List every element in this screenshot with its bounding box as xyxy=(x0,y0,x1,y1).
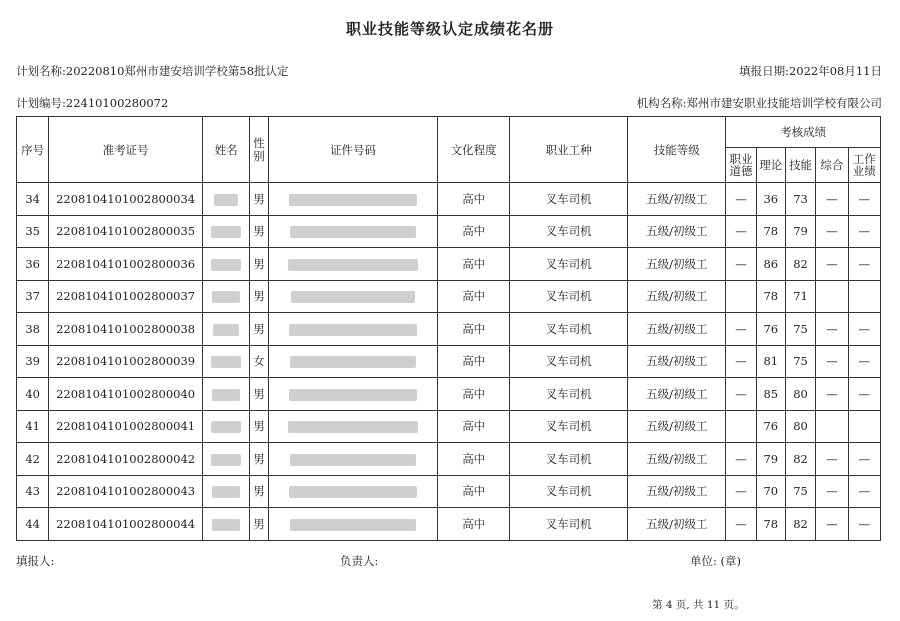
cell-ethics xyxy=(726,410,756,443)
cell-job: 叉车司机 xyxy=(510,280,628,313)
cell-seq: 43 xyxy=(17,475,49,508)
table-row xyxy=(17,280,881,313)
cell-overall: — xyxy=(816,345,848,378)
cell-name-redacted xyxy=(202,248,249,281)
cell-skill: 75 xyxy=(785,345,815,378)
plan-name-label: 计划名称: xyxy=(16,64,66,78)
cell-education: 高中 xyxy=(438,410,510,443)
cell-name-redacted xyxy=(202,508,249,541)
org-name-value: 郑州市建安职业技能培训学校有限公司 xyxy=(686,96,882,110)
header-name: 姓名 xyxy=(202,117,249,183)
cell-exam-no: 2208104101002800041 xyxy=(49,410,203,443)
table-row xyxy=(17,183,881,216)
cell-level: 五级/初级工 xyxy=(628,313,726,346)
cell-education: 高中 xyxy=(438,248,510,281)
cell-skill: 73 xyxy=(785,183,815,216)
cell-work xyxy=(848,410,880,443)
cell-name-redacted xyxy=(202,475,249,508)
cell-id-redacted xyxy=(268,345,438,378)
cell-exam-no: 2208104101002800040 xyxy=(49,378,203,411)
cell-overall: — xyxy=(816,443,848,476)
plan-number-label: 计划编号: xyxy=(16,96,66,110)
cell-seq: 42 xyxy=(17,443,49,476)
cell-gender: 男 xyxy=(250,280,268,313)
cell-skill: 80 xyxy=(785,378,815,411)
cell-level: 五级/初级工 xyxy=(628,443,726,476)
header-skill: 技能 xyxy=(785,148,815,183)
cell-gender: 女 xyxy=(250,345,268,378)
redacted-id-number xyxy=(290,356,416,368)
redacted-id-number xyxy=(288,421,418,433)
cell-job: 叉车司机 xyxy=(510,183,628,216)
redacted-name xyxy=(211,421,241,433)
header-gender xyxy=(250,117,268,183)
cell-level: 五级/初级工 xyxy=(628,215,726,248)
cell-education: 高中 xyxy=(438,378,510,411)
cell-exam-no: 2208104101002800044 xyxy=(49,508,203,541)
cell-overall: — xyxy=(816,313,848,346)
header-exam-no: 准考证号 xyxy=(49,117,203,183)
cell-job: 叉车司机 xyxy=(510,248,628,281)
header-education: 文化程度 xyxy=(438,117,510,183)
cell-theory: 85 xyxy=(756,378,785,411)
cell-job: 叉车司机 xyxy=(510,410,628,443)
cell-id-redacted xyxy=(268,475,438,508)
cell-overall: — xyxy=(816,248,848,281)
cell-theory: 86 xyxy=(756,248,785,281)
cell-id-redacted xyxy=(268,248,438,281)
cell-exam-no: 2208104101002800034 xyxy=(49,183,203,216)
cell-theory: 78 xyxy=(756,508,785,541)
cell-skill: 80 xyxy=(785,410,815,443)
cell-seq: 41 xyxy=(17,410,49,443)
cell-gender: 男 xyxy=(250,410,268,443)
redacted-name xyxy=(213,324,239,336)
cell-seq: 37 xyxy=(17,280,49,313)
cell-work: — xyxy=(848,215,880,248)
cell-gender: 男 xyxy=(250,183,268,216)
redacted-name xyxy=(212,291,240,303)
cell-gender: 男 xyxy=(250,215,268,248)
cell-education: 高中 xyxy=(438,345,510,378)
cell-work: — xyxy=(848,475,880,508)
table-row xyxy=(17,248,881,281)
cell-exam-no: 2208104101002800037 xyxy=(49,280,203,313)
header-job: 职业工种 xyxy=(510,117,628,183)
cell-level: 五级/初级工 xyxy=(628,183,726,216)
cell-exam-no: 2208104101002800043 xyxy=(49,475,203,508)
cell-job: 叉车司机 xyxy=(510,443,628,476)
cell-work: — xyxy=(848,313,880,346)
table-row xyxy=(17,443,881,476)
cell-job: 叉车司机 xyxy=(510,475,628,508)
footer-filler: 填报人: xyxy=(16,554,55,568)
cell-education: 高中 xyxy=(438,183,510,216)
header-seq: 序号 xyxy=(17,117,49,183)
header-scores: 考核成绩 xyxy=(726,117,881,148)
fill-date-label: 填报日期: xyxy=(739,64,789,78)
cell-job: 叉车司机 xyxy=(510,345,628,378)
cell-name-redacted xyxy=(202,215,249,248)
cell-theory: 70 xyxy=(756,475,785,508)
cell-level: 五级/初级工 xyxy=(628,410,726,443)
cell-theory: 78 xyxy=(756,280,785,313)
cell-name-redacted xyxy=(202,378,249,411)
cell-overall: — xyxy=(816,378,848,411)
cell-ethics: — xyxy=(726,183,756,216)
cell-ethics: — xyxy=(726,378,756,411)
org-name-label: 机构名称: xyxy=(636,96,687,110)
cell-theory: 81 xyxy=(756,345,785,378)
header-theory: 理论 xyxy=(756,148,785,183)
cell-level: 五级/初级工 xyxy=(628,248,726,281)
cell-skill: 82 xyxy=(785,443,815,476)
cell-skill: 75 xyxy=(785,313,815,346)
page-title: 职业技能等级认定成绩花名册 xyxy=(345,20,554,38)
redacted-name xyxy=(211,356,241,368)
footer-responsible: 负责人: xyxy=(340,554,379,568)
cell-seq: 34 xyxy=(17,183,49,216)
cell-education: 高中 xyxy=(438,443,510,476)
cell-level: 五级/初级工 xyxy=(628,475,726,508)
cell-name-redacted xyxy=(202,410,249,443)
redacted-name xyxy=(212,389,240,401)
cell-name-redacted xyxy=(202,280,249,313)
cell-name-redacted xyxy=(202,443,249,476)
cell-theory: 76 xyxy=(756,410,785,443)
cell-ethics: — xyxy=(726,475,756,508)
cell-ethics: — xyxy=(726,508,756,541)
table-row xyxy=(17,215,881,248)
plan-name-value: 20220810郑州市建安培训学校第58批认定 xyxy=(65,64,289,78)
cell-overall: — xyxy=(816,508,848,541)
table-row xyxy=(17,508,881,541)
cell-gender: 男 xyxy=(250,313,268,346)
redacted-name xyxy=(211,259,241,271)
cell-overall: — xyxy=(816,183,848,216)
redacted-name xyxy=(211,226,241,238)
redacted-id-number xyxy=(289,194,417,206)
cell-skill: 82 xyxy=(785,508,815,541)
cell-gender: 男 xyxy=(250,475,268,508)
footer-unit: 单位: (章) xyxy=(690,554,742,568)
cell-overall: — xyxy=(816,475,848,508)
cell-gender: 男 xyxy=(250,508,268,541)
cell-ethics: — xyxy=(726,345,756,378)
cell-skill: 82 xyxy=(785,248,815,281)
cell-education: 高中 xyxy=(438,215,510,248)
cell-level: 五级/初级工 xyxy=(628,508,726,541)
fill-date-value: 2022年08月11日 xyxy=(788,64,882,78)
page-number: 第 4 页, 共 11 页。 xyxy=(652,599,745,611)
cell-work: — xyxy=(848,248,880,281)
cell-job: 叉车司机 xyxy=(510,313,628,346)
cell-work: — xyxy=(848,508,880,541)
cell-work xyxy=(848,280,880,313)
cell-skill: 79 xyxy=(785,215,815,248)
cell-id-redacted xyxy=(268,183,438,216)
score-table xyxy=(16,116,881,541)
cell-theory: 78 xyxy=(756,215,785,248)
cell-work: — xyxy=(848,183,880,216)
redacted-name xyxy=(211,454,241,466)
cell-name-redacted xyxy=(202,345,249,378)
fill-date xyxy=(739,63,882,79)
cell-level: 五级/初级工 xyxy=(628,378,726,411)
cell-skill: 75 xyxy=(785,475,815,508)
cell-seq: 40 xyxy=(17,378,49,411)
header-ethics: 职业道德 xyxy=(726,148,756,183)
cell-id-redacted xyxy=(268,410,438,443)
redacted-id-number xyxy=(290,226,416,238)
cell-education: 高中 xyxy=(438,280,510,313)
cell-overall xyxy=(816,280,848,313)
cell-ethics: — xyxy=(726,215,756,248)
header-id-no: 证件号码 xyxy=(268,117,438,183)
cell-ethics: — xyxy=(726,248,756,281)
cell-id-redacted xyxy=(268,378,438,411)
cell-exam-no: 2208104101002800035 xyxy=(49,215,203,248)
redacted-id-number xyxy=(290,519,416,531)
cell-job: 叉车司机 xyxy=(510,378,628,411)
cell-education: 高中 xyxy=(438,313,510,346)
cell-seq: 36 xyxy=(17,248,49,281)
cell-gender: 男 xyxy=(250,443,268,476)
cell-gender: 男 xyxy=(250,248,268,281)
table-row xyxy=(17,378,881,411)
cell-seq: 35 xyxy=(17,215,49,248)
table-row xyxy=(17,345,881,378)
cell-exam-no: 2208104101002800042 xyxy=(49,443,203,476)
cell-education: 高中 xyxy=(438,508,510,541)
plan-name xyxy=(16,63,289,79)
redacted-id-number xyxy=(289,486,417,498)
cell-seq: 44 xyxy=(17,508,49,541)
header-gender-label: 性别 xyxy=(253,135,265,163)
org-name xyxy=(637,95,882,111)
cell-theory: 36 xyxy=(756,183,785,216)
table-row xyxy=(17,313,881,346)
cell-skill: 71 xyxy=(785,280,815,313)
cell-exam-no: 2208104101002800038 xyxy=(49,313,203,346)
cell-work: — xyxy=(848,345,880,378)
cell-overall: — xyxy=(816,215,848,248)
redacted-id-number xyxy=(289,389,417,401)
cell-id-redacted xyxy=(268,313,438,346)
cell-education: 高中 xyxy=(438,475,510,508)
cell-seq: 38 xyxy=(17,313,49,346)
cell-name-redacted xyxy=(202,183,249,216)
cell-id-redacted xyxy=(268,215,438,248)
redacted-name xyxy=(214,194,238,206)
cell-work: — xyxy=(848,378,880,411)
cell-ethics xyxy=(726,280,756,313)
cell-id-redacted xyxy=(268,280,438,313)
header-work: 工作业绩 xyxy=(848,148,880,183)
redacted-name xyxy=(212,519,240,531)
plan-number xyxy=(16,95,168,111)
redacted-id-number xyxy=(289,324,417,336)
cell-ethics: — xyxy=(726,313,756,346)
redacted-name xyxy=(212,486,240,498)
cell-theory: 79 xyxy=(756,443,785,476)
cell-exam-no: 2208104101002800036 xyxy=(49,248,203,281)
plan-number-value: 22410100280072 xyxy=(65,96,169,110)
cell-work: — xyxy=(848,443,880,476)
cell-overall xyxy=(816,410,848,443)
redacted-id-number xyxy=(290,454,416,466)
redacted-id-number xyxy=(291,291,415,303)
table-row xyxy=(17,410,881,443)
table-row xyxy=(17,475,881,508)
cell-name-redacted xyxy=(202,313,249,346)
header-overall: 综合 xyxy=(816,148,848,183)
cell-level: 五级/初级工 xyxy=(628,280,726,313)
cell-gender: 男 xyxy=(250,378,268,411)
header-level: 技能等级 xyxy=(628,117,726,183)
cell-exam-no: 2208104101002800039 xyxy=(49,345,203,378)
cell-theory: 76 xyxy=(756,313,785,346)
cell-job: 叉车司机 xyxy=(510,508,628,541)
cell-id-redacted xyxy=(268,443,438,476)
cell-job: 叉车司机 xyxy=(510,215,628,248)
cell-id-redacted xyxy=(268,508,438,541)
cell-seq: 39 xyxy=(17,345,49,378)
cell-ethics: — xyxy=(726,443,756,476)
redacted-id-number xyxy=(288,259,418,271)
cell-level: 五级/初级工 xyxy=(628,345,726,378)
